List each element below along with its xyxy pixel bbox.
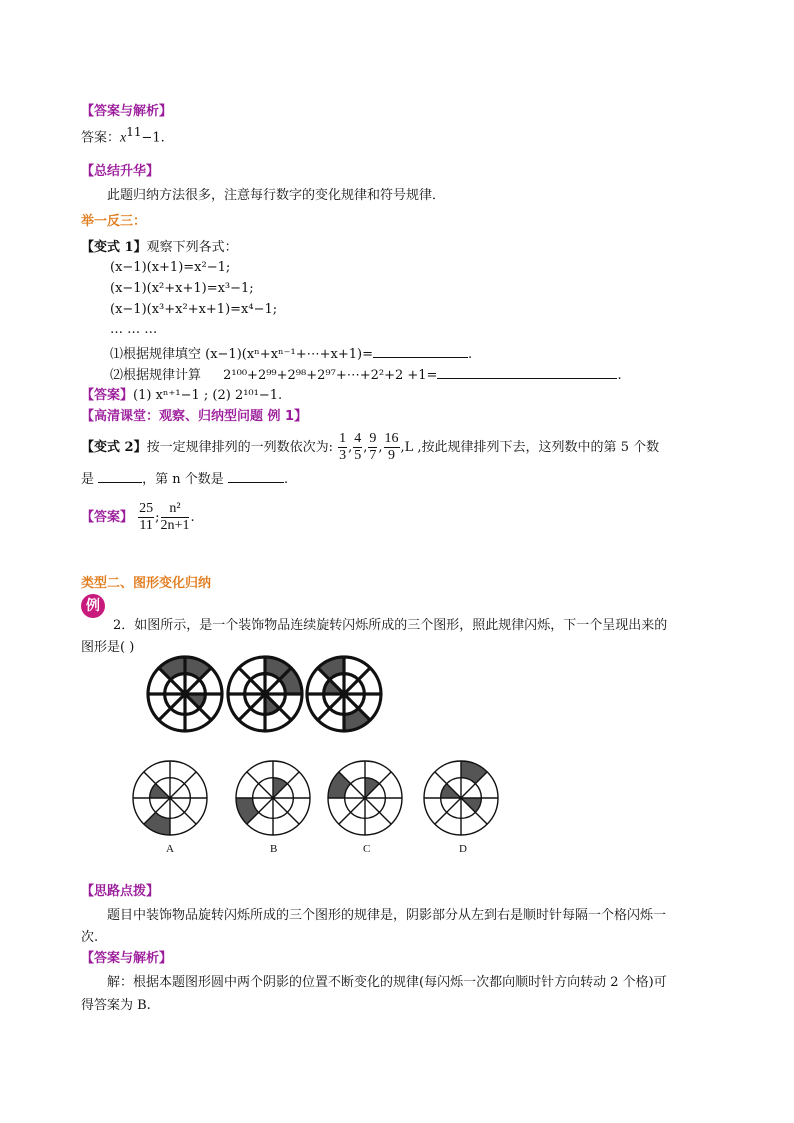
fraction-1-den: 3 — [339, 448, 347, 463]
variant1-label: 【变式 1】 — [81, 240, 147, 255]
example-badge: 例 — [81, 594, 105, 618]
solution-heading: 【答案与解析】 — [81, 951, 173, 966]
answer-fraction-2-den: 2n+1 — [160, 518, 190, 533]
example-question-line-2: 图形是( ) — [81, 640, 135, 655]
answer-tail: −1. — [141, 130, 165, 146]
answer-fraction-2-num: n² — [161, 501, 190, 518]
answer-analysis-heading: 【答案与解析】 — [81, 104, 173, 119]
variant2-answer-line: 【答案】 $\frac{25}{11}$ ; $\frac{\text{n²}}{2n+1}$ . — [81, 501, 195, 533]
hint-line-1: 题目中装饰物品旋转闪烁所成的三个图形的规律是，阴影部分从左到右是顺时针每隔一个格闪烁一 — [107, 908, 667, 923]
variant1-answer-text: (1) xⁿ⁺¹−1 ; (2) 2¹⁰¹−1. — [133, 388, 283, 403]
formula-line-3: (x−1)(x³+x²+x+1)=x⁴−1; — [110, 302, 278, 317]
fraction-1 — [338, 431, 347, 464]
question-2-expr: 2¹⁰⁰+2⁹⁹+2⁹⁸+2⁹⁷+⋯+2²+2 +1= — [223, 368, 438, 383]
question-1 — [110, 343, 472, 362]
practice-heading: 举一反三： — [81, 214, 147, 229]
wheels-figure — [130, 650, 550, 860]
variant2-tail: ,L ,按此规律排列下去，这列数中的第 5 个数 — [400, 440, 660, 455]
formula-line-2: (x−1)(x²+x+1)=x³−1; — [110, 281, 254, 296]
answer-fraction-1-num: 25 — [139, 501, 154, 516]
sequence-wheel-3 — [307, 657, 381, 731]
option-label-a[interactable]: A — [166, 843, 174, 855]
type2-heading: 类型二、图形变化归纳 — [81, 576, 212, 591]
sequence-wheel-1 — [148, 657, 222, 731]
fraction-4-num: 16 — [384, 431, 399, 446]
fifth-number-blank[interactable] — [98, 470, 142, 483]
option-wheel-c — [328, 761, 402, 835]
fraction-3-num: 9 — [369, 431, 377, 446]
variant1-text: 观察下列各式： — [146, 240, 238, 255]
class-reference: 【高清课堂：观察、归纳型问题 例 1】 — [81, 409, 308, 424]
fraction-2-den: 5 — [354, 448, 362, 463]
shaded-sector — [461, 761, 487, 784]
variant1-answer-line — [81, 384, 282, 403]
sequence-wheels — [148, 657, 381, 731]
question-2-blank[interactable] — [437, 366, 617, 379]
fraction-4-den: 9 — [388, 448, 396, 463]
summary-heading: 【总结升华】 — [81, 164, 160, 179]
question-1-end: . — [467, 347, 473, 362]
example-question-line-1: 2．如图所示，是一个装饰物品连续旋转闪烁所成的三个图形，照此规律闪烁，下一个呈现出来的 — [113, 618, 668, 633]
answer-exponent: 11 — [126, 125, 142, 139]
option-wheels — [133, 761, 498, 835]
variant2-answer-label: 【答案】 — [81, 510, 134, 525]
variant1-line — [81, 236, 238, 255]
variant2-text: 按一定规律排列的一列数依次为: — [146, 440, 333, 455]
option-label-c[interactable]: C — [363, 843, 371, 855]
question-2-label: ⑵根据规律计算 — [110, 368, 202, 383]
question-1-blank[interactable] — [373, 345, 468, 358]
answer-fraction-1 — [138, 501, 154, 534]
sequence-wheel-2 — [228, 657, 302, 731]
variant1-answer-label: 【答案】 — [81, 388, 134, 403]
variant2-label: 【变式 2】 — [81, 440, 147, 455]
fraction-3-den: 7 — [369, 448, 377, 463]
shaded-sector — [328, 772, 351, 798]
formula-line-4: … … … — [110, 322, 158, 337]
option-wheel-a — [133, 761, 207, 835]
hint-line-2: 次. — [81, 930, 99, 945]
variant2-line-2 — [81, 468, 288, 487]
option-wheel-d — [424, 761, 498, 835]
variant2-line2-b: ，第 n 个数是 — [142, 472, 224, 487]
fraction-4 — [384, 431, 400, 464]
fraction-1-num: 1 — [339, 431, 347, 446]
answer-prefix: 答案： — [81, 130, 121, 146]
summary-text: 此题归纳方法很多，注意每行数字的变化规律和符号规律． — [107, 188, 446, 203]
answer-fraction-1-den: 11 — [139, 518, 153, 533]
variant2-answer-end: . — [190, 510, 195, 525]
fraction-2 — [353, 431, 362, 464]
variant2-line2-c: . — [283, 472, 289, 487]
answer-line — [81, 125, 165, 146]
answer-fraction-2 — [161, 501, 190, 534]
shaded-sector — [144, 812, 170, 835]
option-label-b[interactable]: B — [270, 843, 278, 855]
question-2 — [110, 364, 622, 383]
formula-line-1: (x−1)(x+1)=x²−1; — [110, 260, 231, 275]
option-wheel-b — [236, 761, 310, 835]
fraction-3 — [368, 431, 377, 464]
question-1-text: ⑴根据规律填空 (x−1)(xⁿ+xⁿ⁻¹+⋯+x+1)= — [110, 347, 373, 362]
solution-line-2: 得答案为 B. — [81, 998, 151, 1013]
question-2-end: . — [617, 368, 622, 383]
answer-math: x — [120, 130, 127, 146]
option-label-d[interactable]: D — [459, 843, 467, 855]
fraction-2-num: 4 — [354, 431, 362, 446]
variant2-line2-a: 是 — [81, 472, 95, 487]
solution-line-1: 解：根据本题图形圆中两个阴影的位置不断变化的规律(每闪烁一次都向顺时针方向转动 2 个格)可 — [107, 975, 667, 990]
variant2-line: 【变式 2】按一定规律排列的一列数依次为: $\frac{1}{3}$ , $\frac{4}{5}$ , $\frac{9}{7}$ , $\frac{16}{9}$ ,L ,按此规律排列下去，这列数中的第 5 个数 — [81, 431, 660, 463]
nth-number-blank[interactable] — [228, 470, 284, 483]
hint-heading: 【思路点拨】 — [81, 884, 160, 899]
shaded-sector — [236, 798, 259, 824]
